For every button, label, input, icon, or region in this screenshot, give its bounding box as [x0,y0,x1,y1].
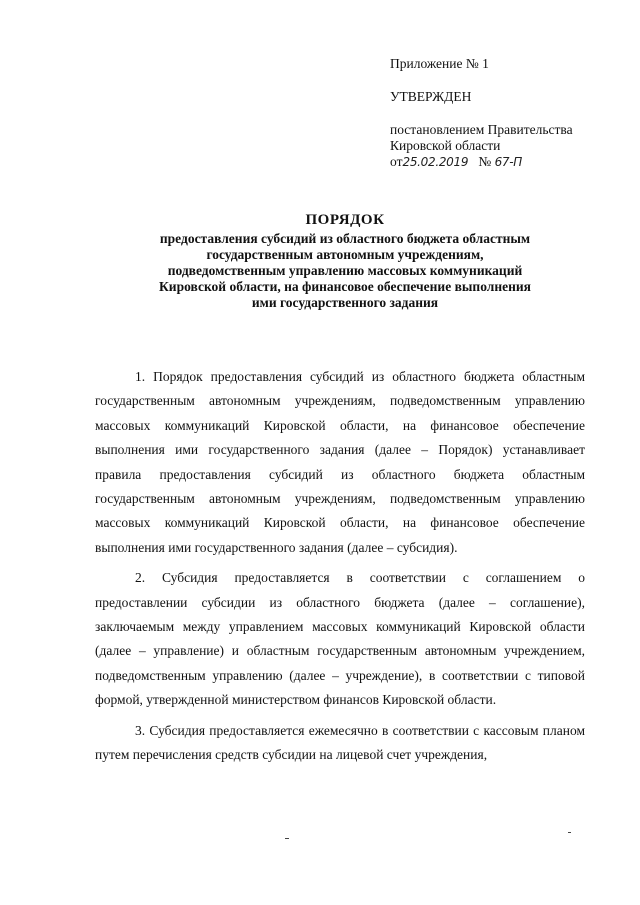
paragraph-3: 3. Субсидия предоставляется ежемесячно в соответствии с кассовым планом путем перечисления средств субсидии на лицевой счет учреждения, [95,722,585,763]
scan-mark [285,838,289,839]
title-line: предоставления субсидий из областного бюджета областным [159,231,531,246]
approved-label: УТВЕРЖДЕН [390,89,472,104]
title-line: ими государственного задания [251,295,439,310]
date-number-line [390,154,630,170]
paragraph-2: 2. Субсидия предоставляется в соответствии с соглашением о предоставлении субсидии из областного бюджета (далее – соглашение), заключаемым между управлением массовых коммуникаций Кировской области (далее – управление) и областным государственным автономным учреждением, подведомственным управлению (далее – учреждение), в соответствии с типовой формой, утвержденной министерством финансов Кировской области. [95,570,585,708]
handwritten-date: 25.02.2019 [402,155,469,169]
document-body [95,365,585,774]
document-title [80,212,610,311]
title-main: ПОРЯДОК [305,212,385,228]
handwritten-number: 67-П [494,155,523,169]
scan-mark [568,832,571,833]
title-line: Кировской области, на финансовое обеспечение выполнения [159,279,531,294]
paragraph-1: 1. Порядок предоставления субсидий из областного бюджета областным государственным автономным учреждениям, подведомственным управлению массовых коммуникаций Кировской области, на финансовое обеспечение выполнения ими государственного задания (далее – Порядок) устанавливает правила предоставления субсидий из областного бюджета областным государственным автономным учреждениям, подведомственным управлению массовых коммуникаций Кировской области, на финансовое обеспечение выполнения ими государственного задания (далее – субсидия). [95,369,585,555]
date-prefix: от [390,154,403,169]
approval-block [390,56,630,170]
annex-label: Приложение № 1 [390,56,489,71]
number-prefix: № [478,154,492,169]
title-line: государственным автономным учреждениям, [206,247,484,262]
title-line: подведомственным управлению массовых коммуникаций [167,263,523,278]
resolution-label: постановлением Правительства [390,122,573,137]
region-label: Кировской области [390,138,501,153]
